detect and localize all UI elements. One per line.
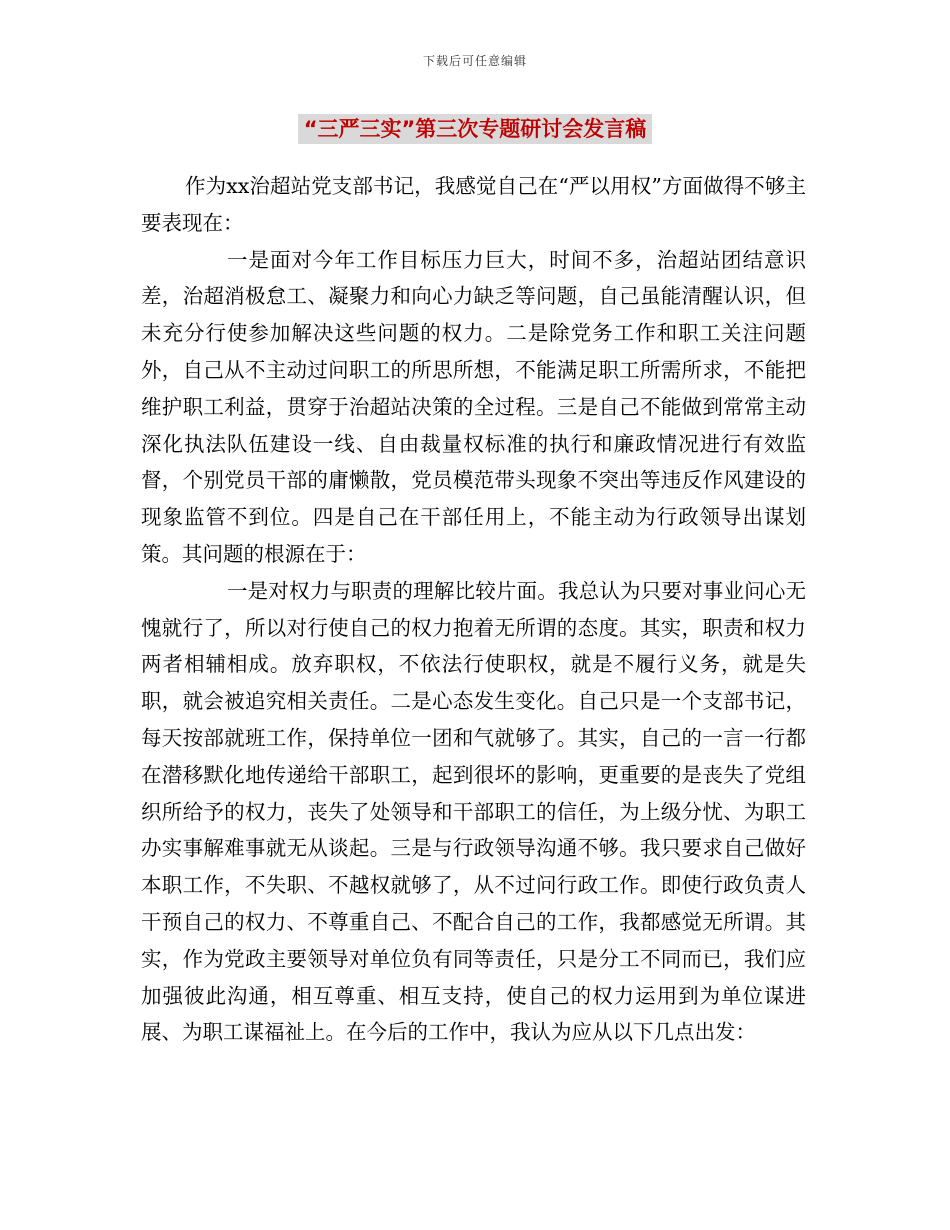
paragraph-problems: 一是面对今年工作目标压力巨大，时间不多，治超站团结意识差，治超消极怠工、凝聚力和向心力缺乏等问题，自己虽能清醒认识，但未充分行使参加解决这些问题的权力。二是除党务工作和职工关注问题外，自己从不主动过问职工的所思所想，不能满足职工所需所求，不能把维护职工利益，贯穿于治超站决策的全过程。三是自己不能做到常常主动深化执法队伍建设一线、自由裁量权标准的执行和廉政情况进行有效监督，个别党员干部的庸懒散，党员模范带头现象不突出等违反作风建设的现象监管不到位。四是自己在干部任用上，不能主动为行政领导出谋划策。其问题的根源在于：: [141, 247, 806, 566]
document-title: “三严三实”第三次专题研讨会发言稿: [298, 114, 653, 144]
document-body: [141, 168, 806, 1051]
title-container: [0, 114, 950, 144]
paragraph-root-causes: 一是对权力与职责的理解比较片面。我总认为只要对事业问心无愧就行了，所以对行使自己的权力抱着无所谓的态度。其实，职责和权力两者相辅相成。放弃职权，不依法行使职权，就是不履行义务，就是失职，就会被追究相关责任。二是心态发生变化。自己只是一个支部书记，每天按部就班工作，保持单位一团和气就够了。其实，自己的一言一行都在潜移默化地传递给干部职工，起到很坏的影响，更重要的是丧失了党组织所给予的权力，丧失了处领导和干部职工的信任，为上级分忧、为职工办实事解难事就无从谈起。三是与行政领导沟通不够。我只要求自己做好本职工作，不失职、不越权就够了，从不过问行政工作。即使行政负责人干预自己的权力、不尊重自己、不配合自己的工作，我都感觉无所谓。其实，作为党政主要领导对单位负有同等责任，只是分工不同而已，我们应加强彼此沟通，相互尊重、相互支持，使自己的权力运用到为单位谋进展、为职工谋福祉上。在今后的工作中，我认为应从以下几点出发：: [141, 578, 806, 1045]
paragraph-intro: 作为xx治超站党支部书记，我感觉自己在“严以用权”方面做得不够主要表现在：: [141, 174, 806, 235]
header-note: 下载后可任意编辑: [422, 54, 527, 68]
